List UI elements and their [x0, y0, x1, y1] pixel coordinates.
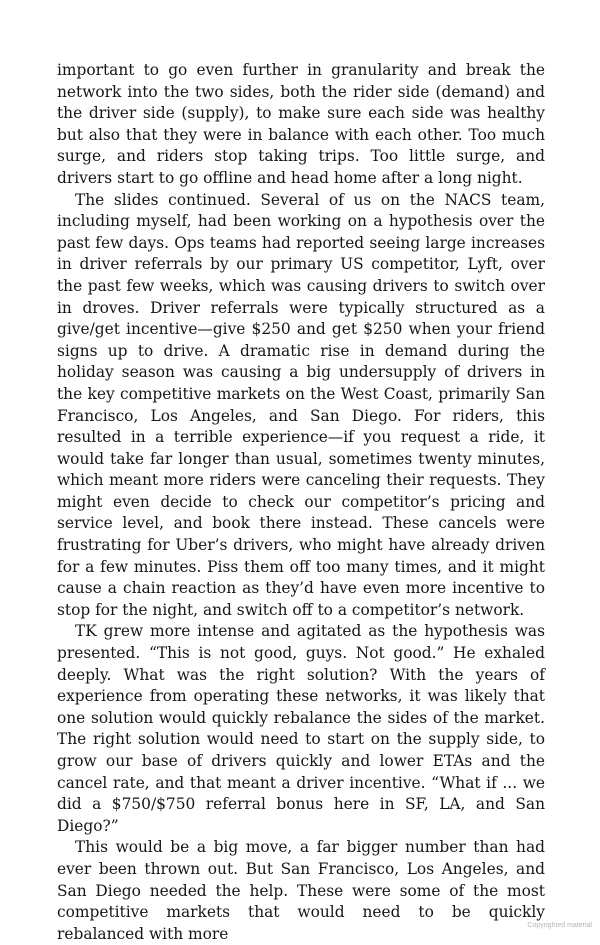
paragraph-3: TK grew more intense and agitated as the hypothesis was presented. “This is not good, guys. Not good.” He exhaled deeply. What was the right solution? With the years of experience from operating these networks, it was likely that one solution would quickly rebalance the sides of the market. The right solution would need to start on the supply side, to grow our base of drivers quickly and lower ETAs and the cancel rate, and that meant a driver incentive. “What if ... we did a $750/$750 referral bonus here in SF, LA, and San Diego?”: [57, 622, 545, 835]
copyright-watermark: Copyrighted material: [527, 922, 592, 929]
paragraph-4: This would be a big move, a far bigger number than had ever been thrown out. But San Francisco, Los Angeles, and San Diego needed the help. These were some of the most competitive markets that would need to be quickly rebalanced with more: [57, 838, 545, 943]
paragraph-1: important to go even further in granularity and break the network into the two sides, both the rider side (demand) and the driver side (supply), to make sure each side was healthy but also that they were in balance with each other. Too much surge, and riders stop taking trips. Too little surge, and drivers start to go offline and head home after a long night.: [57, 61, 545, 187]
book-page-text: [57, 60, 545, 945]
paragraph-2: The slides continued. Several of us on the NACS team, including myself, had been working on a hypothesis over the past few days. Ops teams had reported seeing large increases in driver referrals by our primary US competitor, Lyft, over the past few weeks, which was causing drivers to switch over in droves. Driver referrals were typically structured as a give/get incentive—give $250 and get $250 when your friend signs up to drive. A dramatic rise in demand during the holiday season was causing a big undersupply of drivers in the key competitive markets on the West Coast, primarily San Francisco, Los Angeles, and San Diego. For riders, this resulted in a terrible experience—if you request a ride, it would take far longer than usual, sometimes twenty minutes, which meant more riders were canceling their requests. They might even decide to check our competitor’s pricing and service level, and book there instead. These cancels were frustrating for Uber’s drivers, who might have already driven for a few minutes. Piss them off too many times, and it might cause a chain reaction as they’d have even more incentive to stop for the night, and switch off to a competitor’s network.: [57, 190, 545, 619]
